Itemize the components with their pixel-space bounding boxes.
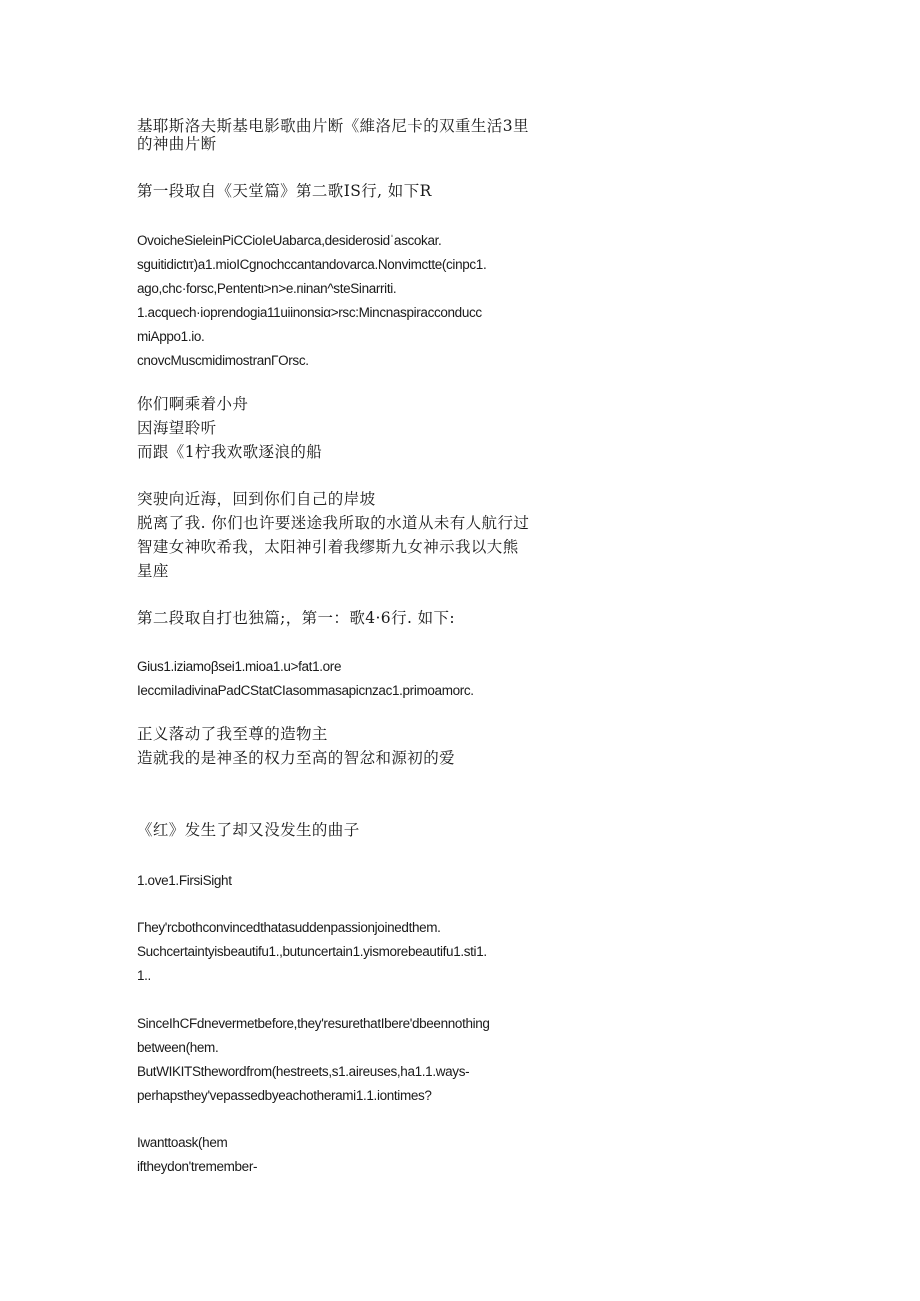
section-2-heading: 第二段取自打也独篇;，第一：歌4·6行. 如下: — [137, 609, 456, 627]
poem-line: 1.. — [137, 968, 151, 983]
section-1-translation-line: 星座 — [137, 562, 169, 580]
section-1-translation-line: 突驶向近海，回到你们自己的岸坡 — [137, 490, 376, 508]
section-1-italian-line: miAppo1.io. — [137, 329, 205, 344]
document-title-line-1: 基耶斯洛夫斯基电影歌曲片断《維洛尼卡的双重生活3里 — [137, 117, 529, 135]
section-2-translation-line: 正义落动了我至尊的造物主 — [137, 725, 328, 743]
section-3-heading: 《红》发生了却又没发生的曲子 — [137, 821, 360, 839]
poem-line: SinceIhCFdnevermetbefore,they'resurethatIbere'dbeennothing — [137, 1016, 490, 1031]
section-1-italian-line: ago,chc·forsc,Pententι>n>e.rιinan^steSinarriti. — [137, 281, 397, 296]
poem-line: between(hem. — [137, 1040, 219, 1055]
poem-line: perhapsthey'vepassedbyeachotherami1.1.iontimes? — [137, 1088, 432, 1103]
section-2-italian-line: Gius1.iziamoβsei1.mioa1.u>fat1.ore — [137, 659, 342, 674]
poem-line: iftheydon'tremember- — [137, 1159, 258, 1174]
section-2-translation-line: 造就我的是神圣的权力至高的智忿和源初的爱 — [137, 749, 456, 767]
section-1-translation-line: 你们啊乘着小舟 — [137, 395, 249, 413]
poem-title: 1.ove1.FirsiSight — [137, 873, 232, 888]
section-1-italian-line: cnovcMuscmidimostranΓOrsc. — [137, 353, 309, 368]
section-1-translation-line: 而跟《1柠我欢歌逐浪的船 — [137, 443, 323, 461]
section-1-italian-line: sguitidictιτ)a1.mioICgnochccantandovarca.Nonvimctte(cinpc1. — [137, 257, 487, 272]
section-2-italian-line: IeccmiIadivinaPadCStatCIasommasapicnzac1.primoamorc. — [137, 683, 474, 698]
section-1-heading: 第一段取自《天堂篇》第二歌IS行, 如下R — [137, 182, 432, 200]
poem-line: Γhey'rcbothconvincedthatasuddenpassionjoinedthem. — [137, 920, 441, 935]
poem-line: ButWIKITSthewordfrom(hestreets,s1.aireuses,ha1.1.ways- — [137, 1064, 470, 1079]
document-title-line-2: 的神曲片断 — [137, 135, 217, 153]
section-1-translation-line: 脱离了我. 你们也许要迷途我所取的水道从未有人航行过 — [137, 514, 530, 532]
poem-line: Suchcertaintyisbeautifu1.,butuncertain1.yismorebeautifu1.sti1. — [137, 944, 487, 959]
section-1-italian-line: 1.acquech·ioprendogia11uiinonsiα>rsc:Mincnaspiracconducc — [137, 305, 482, 320]
poem-line: Iwanttoask(hem — [137, 1135, 228, 1150]
section-1-translation-line: 因海望聆听 — [137, 419, 217, 437]
section-1-translation-line: 智建女神吹希我，太阳神引着我缪斯九女神示我以大熊 — [137, 538, 519, 556]
section-1-italian-line: OvoicheSieleinPiCCioIeUabarca,desiderosidˈascokar. — [137, 233, 442, 248]
